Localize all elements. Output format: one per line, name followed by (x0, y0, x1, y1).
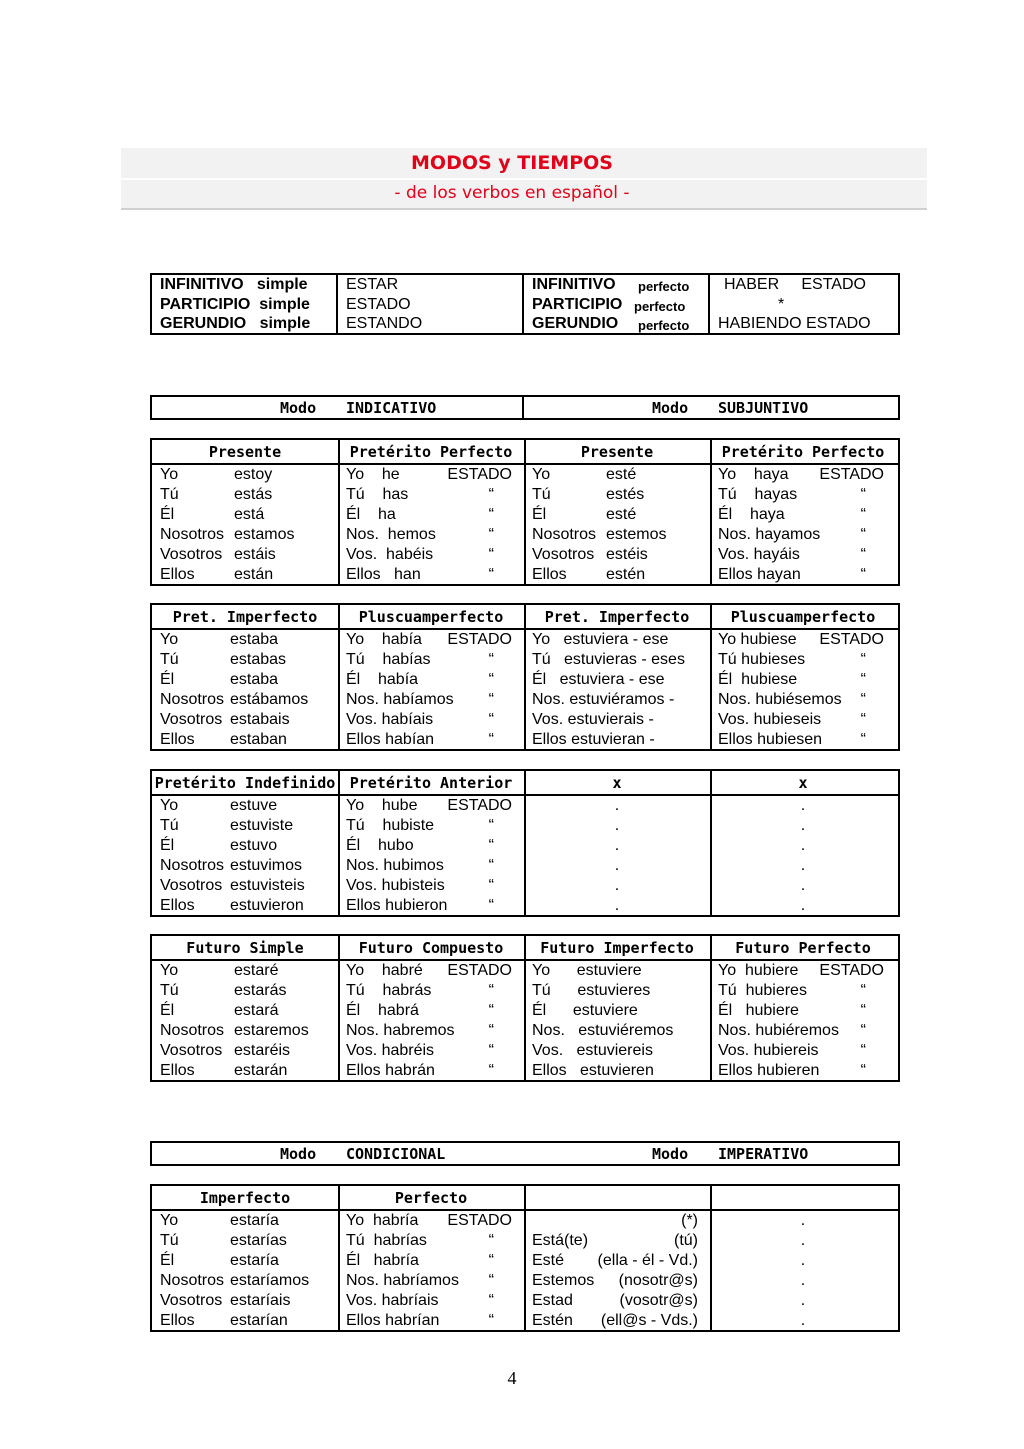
conjugation-form: “ (860, 566, 866, 583)
perf-label-gerundio: GERUNDIO (532, 315, 619, 332)
conjugation-form: “ (860, 486, 866, 503)
conjugation-pronoun: Ellos (160, 1312, 195, 1329)
conjugation-pronoun: Yo (160, 1212, 179, 1229)
conjugation-form: “ (488, 857, 494, 874)
conjugation-form: “ (488, 546, 494, 563)
mode-word-right: Modo (652, 399, 689, 417)
conjugation-pronoun: Ellos hubieren (718, 1062, 820, 1079)
conjugation-pronoun: Él habría (346, 1252, 419, 1269)
conjugation-pronoun: Vosotros (160, 877, 223, 894)
conjugation-form: “ (860, 526, 866, 543)
conjugation-pronoun: Ellos habrán (346, 1062, 435, 1079)
conjugation-pronoun: Vosotros (160, 1292, 223, 1309)
conjugation-form: estaréis (234, 1042, 291, 1059)
conjugation-pronoun: Yo hubiere (718, 962, 799, 979)
conjugation-form: estén (606, 566, 646, 583)
conjugation-pronoun: Vosotros (532, 546, 595, 563)
conjugation-pronoun: Vos. estuvierais - (532, 711, 654, 728)
conjugation-pronoun: . (800, 1252, 806, 1269)
conjugation-form: estarán (234, 1062, 288, 1079)
conjugation-pronoun: Nosotros (160, 1022, 225, 1039)
conjugation-form: “ (488, 711, 494, 728)
tense-header: Pretérito Indefinido (154, 774, 336, 792)
tense-header: Pretérito Anterior (349, 774, 513, 792)
conjugation-form: esté (606, 506, 637, 523)
conjugation-form: estábamos (230, 691, 309, 708)
conjugation-pronoun: Él hubo (346, 837, 414, 854)
tense-header: Pretérito Perfecto (721, 443, 885, 461)
conjugation-form: “ (860, 1022, 866, 1039)
conjugation-pronoun: Nosotros (532, 526, 597, 543)
tense-table-1 (150, 438, 900, 586)
tense-table-5 (150, 1184, 900, 1332)
conjugation-form: (*) (681, 1212, 698, 1229)
conjugation-pronoun: Ellos habían (346, 731, 435, 748)
form-value-participio: ESTADO (346, 296, 411, 313)
form-label-infinitivo: INFINITIVO simple (160, 276, 308, 293)
conjugation-pronoun: Vos. estuviereis (532, 1042, 653, 1059)
perf-value-gerundio: HABIENDO ESTADO (718, 315, 871, 332)
conjugation-form: “ (488, 877, 494, 894)
conjugation-form: esté (606, 466, 637, 483)
conjugation-form: ESTADO (447, 962, 512, 979)
conjugation-form: estéis (606, 546, 648, 563)
conjugation-form: “ (488, 982, 494, 999)
conjugation-form: “ (488, 1312, 494, 1329)
conjugation-pronoun: Yo hube (346, 797, 418, 814)
conjugation-pronoun: Yo hubiese (718, 631, 797, 648)
conjugation-pronoun: Él estuviera - ese (532, 671, 665, 688)
conjugation-form: “ (488, 486, 494, 503)
conjugation-pronoun: Yo haya (718, 466, 789, 483)
tense-header: Presente (580, 443, 654, 461)
page-subtitle: - de los verbos en español - (394, 183, 630, 203)
conjugation-form: estuvo (230, 837, 278, 854)
conjugation-pronoun: Él hubiere (718, 1002, 799, 1019)
conjugation-pronoun: Tú (160, 1232, 179, 1249)
conjugation-form: “ (860, 982, 866, 999)
perf-label-infinitivo: INFINITIVO (532, 276, 616, 293)
perf-sub-participio: perfecto (634, 299, 686, 314)
conjugation-form: estés (606, 486, 645, 503)
conjugation-pronoun: Estad (532, 1292, 573, 1309)
conjugation-pronoun: Ellos estuvieren (532, 1062, 654, 1079)
conjugation-form: “ (488, 897, 494, 914)
conjugation-form: “ (488, 691, 494, 708)
conjugation-form: “ (860, 1002, 866, 1019)
conjugation-pronoun: Vos. hubiereis (718, 1042, 819, 1059)
conjugation-pronoun: Estén (532, 1312, 573, 1329)
conjugation-pronoun: Ellos habrían (346, 1312, 440, 1329)
conjugation-pronoun: Él haya (718, 506, 785, 523)
conjugation-pronoun: Ellos estuvieran - (532, 731, 655, 748)
tense-header: Futuro Compuesto (358, 939, 504, 957)
conjugation-form: (vosotr@s) (619, 1292, 698, 1309)
conjugation-form: “ (488, 526, 494, 543)
mode-name-indicativo: INDICATIVO (346, 399, 437, 417)
conjugation-form: “ (860, 711, 866, 728)
conjugation-form: estamos (234, 526, 295, 543)
conjugation-form: ESTADO (447, 631, 512, 648)
conjugation-pronoun: . (614, 817, 620, 834)
conjugation-pronoun: Vos. habréis (346, 1042, 435, 1059)
conjugation-form: “ (488, 1062, 494, 1079)
tense-table-3 (150, 769, 900, 917)
conjugation-pronoun: Tú estuvieras - eses (532, 651, 685, 668)
conjugation-form: “ (860, 1062, 866, 1079)
conjugation-pronoun: Tú habías (346, 651, 431, 668)
conjugation-pronoun: Yo (160, 466, 179, 483)
conjugation-pronoun: Él (532, 506, 547, 523)
conjugation-pronoun: . (614, 897, 620, 914)
tense-table-4 (150, 934, 900, 1082)
conjugation-form: estaría (230, 1212, 279, 1229)
conjugation-pronoun: Tú (160, 486, 179, 503)
conjugation-pronoun: . (800, 1212, 806, 1229)
conjugation-form: “ (488, 1292, 494, 1309)
conjugation-pronoun: Ellos (160, 1062, 195, 1079)
conjugation-pronoun: Nos. hayamos (718, 526, 821, 543)
conjugation-form: estabais (230, 711, 290, 728)
tense-header: Pretérito Perfecto (349, 443, 513, 461)
conjugation-pronoun: . (614, 797, 620, 814)
conjugation-pronoun: Yo había (346, 631, 422, 648)
conjugation-form: “ (488, 566, 494, 583)
tense-header: Imperfecto (199, 1189, 291, 1207)
conjugation-form: estará (234, 1002, 279, 1019)
conjugation-form: “ (488, 837, 494, 854)
conjugation-pronoun: Tú (160, 651, 179, 668)
conjugation-form: ESTADO (819, 466, 884, 483)
conjugation-pronoun: . (800, 1232, 806, 1249)
tense-header: Pluscuamperfecto (730, 608, 876, 626)
perf-label-participio: PARTICIPIO (532, 296, 623, 313)
conjugation-form: estuvisteis (230, 877, 305, 894)
conjugation-form: está (234, 506, 265, 523)
conjugation-pronoun: Yo habré (346, 962, 423, 979)
tense-header: Perfecto (394, 1189, 468, 1207)
conjugation-pronoun: . (800, 1312, 806, 1329)
conjugation-pronoun: Tú hayas (718, 486, 798, 503)
conjugation-pronoun: Tú habrás (346, 982, 432, 999)
conjugation-pronoun: . (800, 817, 806, 834)
form-label-gerundio: GERUNDIO simple (160, 315, 311, 332)
conjugation-form: estuviste (230, 817, 294, 834)
mode-name-imperativo: IMPERATIVO (718, 1145, 809, 1163)
conjugation-form: estaba (230, 671, 279, 688)
conjugation-form: “ (488, 1022, 494, 1039)
conjugation-pronoun: Tú hubieses (718, 651, 806, 668)
conjugation-form: ESTADO (819, 631, 884, 648)
tense-header: Futuro Imperfecto (540, 939, 694, 957)
form-label-participio: PARTICIPIO simple (160, 296, 310, 313)
conjugation-pronoun: Tú (532, 486, 551, 503)
conjugation-form: estemos (606, 526, 667, 543)
conjugation-form: “ (488, 817, 494, 834)
conjugation-form: estuvimos (230, 857, 303, 874)
tense-table-2 (150, 603, 900, 751)
conjugation-form: “ (860, 1042, 866, 1059)
verb-forms-table (150, 273, 900, 335)
conjugation-form: (tú) (674, 1232, 698, 1249)
mode-bar-indicativo-subjuntivo (150, 395, 900, 420)
conjugation-pronoun: Yo estuviera - ese (532, 631, 669, 648)
conjugation-pronoun: Tú (160, 982, 179, 999)
conjugation-form: estarían (230, 1312, 288, 1329)
conjugation-form: estuvieron (230, 897, 304, 914)
conjugation-form: estás (234, 486, 273, 503)
conjugation-form: “ (488, 1042, 494, 1059)
conjugation-form: estaría (230, 1252, 279, 1269)
mode-name-condicional: CONDICIONAL (346, 1145, 446, 1163)
perf-value-infinitivo: HABER ESTADO (724, 276, 866, 293)
conjugation-pronoun: Ellos (532, 566, 567, 583)
conjugation-form: (ella - él - Vd.) (597, 1252, 698, 1269)
conjugation-pronoun: Nos. estuviéremos (532, 1022, 674, 1039)
conjugation-pronoun: Nos. hubiéremos (718, 1022, 839, 1039)
conjugation-pronoun: Nos. estuviéramos - (532, 691, 675, 708)
conjugation-pronoun: Tú (160, 817, 179, 834)
conjugation-pronoun: Yo (160, 631, 179, 648)
conjugation-pronoun: Tú estuvieres (532, 982, 651, 999)
conjugation-form: ESTADO (447, 797, 512, 814)
conjugation-pronoun: Vosotros (160, 546, 223, 563)
conjugation-form: estabas (230, 651, 287, 668)
conjugation-form: estaríais (230, 1292, 291, 1309)
conjugation-pronoun: Yo habría (346, 1212, 419, 1229)
conjugation-pronoun: Estemos (532, 1272, 595, 1289)
conjugation-form: estarás (234, 982, 287, 999)
mode-word-right-2: Modo (652, 1145, 689, 1163)
conjugation-form: estuve (230, 797, 278, 814)
conjugation-form: “ (488, 1232, 494, 1249)
tense-header: Pret. Imperfecto (172, 608, 318, 626)
conjugation-form: estáis (234, 546, 276, 563)
conjugation-form: ESTADO (447, 1212, 512, 1229)
perf-sub-infinitivo: perfecto (638, 279, 690, 294)
conjugation-pronoun: Él hubiese (718, 671, 798, 688)
conjugation-form: “ (860, 506, 866, 523)
conjugation-pronoun: . (800, 797, 806, 814)
conjugation-pronoun: Ellos han (346, 566, 421, 583)
conjugation-form: “ (860, 731, 866, 748)
conjugation-pronoun: Esté (532, 1252, 565, 1269)
conjugation-pronoun: Tú habrías (346, 1232, 427, 1249)
conjugation-pronoun: Nos. habríamos (346, 1272, 459, 1289)
conjugation-form: estarías (230, 1232, 287, 1249)
conjugation-form: “ (488, 731, 494, 748)
conjugation-form: (ell@s - Vds.) (600, 1312, 698, 1329)
conjugation-pronoun: Nosotros (160, 691, 225, 708)
mode-name-subjuntivo: SUBJUNTIVO (718, 399, 809, 417)
conjugation-pronoun: Tú has (346, 486, 409, 503)
conjugation-form: estaban (230, 731, 287, 748)
tense-header: x (798, 774, 808, 792)
conjugation-form: “ (860, 671, 866, 688)
mode-bar-condicional-imperativo (150, 1141, 900, 1166)
mode-word-left: Modo (280, 399, 317, 417)
tense-header: Futuro Simple (186, 939, 304, 957)
conjugation-pronoun: Yo he (346, 466, 400, 483)
conjugation-pronoun: Vosotros (160, 711, 223, 728)
conjugation-pronoun: Él habrá (346, 1002, 419, 1019)
conjugation-pronoun: Vos. hubieseis (718, 711, 822, 728)
conjugation-pronoun: Vos. habíais (346, 711, 434, 728)
conjugation-pronoun: Yo estuviere (532, 962, 642, 979)
conjugation-pronoun: Él (160, 506, 175, 523)
page-number: 4 (507, 1368, 517, 1388)
form-value-gerundio: ESTANDO (346, 315, 423, 332)
tense-header: Futuro Perfecto (735, 939, 871, 957)
conjugation-form: “ (488, 671, 494, 688)
conjugation-pronoun: . (800, 837, 806, 854)
conjugation-form: ESTADO (819, 962, 884, 979)
conjugation-pronoun: Está(te) (532, 1232, 589, 1249)
conjugation-pronoun: Nosotros (160, 1272, 225, 1289)
conjugation-pronoun: Nos. habíamos (346, 691, 454, 708)
conjugation-pronoun: Ellos hubiesen (718, 731, 823, 748)
conjugation-form: estaba (230, 631, 279, 648)
conjugation-pronoun: Nosotros (160, 526, 225, 543)
conjugation-pronoun: Nos. hubimos (346, 857, 444, 874)
conjugation-pronoun: Él (160, 837, 175, 854)
conjugation-form: “ (488, 651, 494, 668)
conjugation-pronoun: Tú hubiste (346, 817, 435, 834)
conjugation-form: ESTADO (447, 466, 512, 483)
conjugation-pronoun: Nos. habremos (346, 1022, 455, 1039)
conjugation-form: “ (488, 506, 494, 523)
conjugation-form: (nosotr@s) (618, 1272, 698, 1289)
conjugation-pronoun: Ellos (160, 897, 195, 914)
conjugation-pronoun: Tú hubieres (718, 982, 807, 999)
conjugation-pronoun: Ellos (160, 731, 195, 748)
conjugation-pronoun: Vos. habéis (346, 546, 434, 563)
form-value-infinitivo: ESTAR (346, 276, 399, 293)
conjugation-pronoun: Vosotros (160, 1042, 223, 1059)
conjugation-form: “ (488, 1002, 494, 1019)
tense-header: x (612, 774, 622, 792)
conjugation-pronoun: Ellos hubieron (346, 897, 448, 914)
conjugation-pronoun: . (614, 837, 620, 854)
conjugation-form: “ (488, 1252, 494, 1269)
conjugation-pronoun: Vos. hubisteis (346, 877, 445, 894)
conjugation-form: estaríamos (230, 1272, 310, 1289)
conjugation-pronoun: Ellos (160, 566, 195, 583)
page-title: MODOS y TIEMPOS (411, 152, 613, 174)
conjugation-pronoun: Vos. hayáis (718, 546, 800, 563)
conjugation-pronoun: Vos. habríais (346, 1292, 439, 1309)
conjugation-pronoun: Yo (160, 962, 179, 979)
tense-header: Presente (208, 443, 282, 461)
conjugation-pronoun: Nos. hemos (346, 526, 436, 543)
perf-value-participio: * (778, 296, 785, 313)
conjugation-pronoun: . (800, 857, 806, 874)
conjugation-pronoun: Ellos hayan (718, 566, 801, 583)
conjugation-form: “ (860, 691, 866, 708)
conjugation-form: estoy (234, 466, 273, 483)
conjugation-form: están (234, 566, 274, 583)
conjugation-pronoun: Él (160, 1252, 175, 1269)
conjugation-form: estaremos (234, 1022, 309, 1039)
conjugation-pronoun: Él (160, 671, 175, 688)
conjugation-pronoun: Él (160, 1002, 175, 1019)
conjugation-form: estaré (234, 962, 279, 979)
conjugation-pronoun: Él había (346, 671, 419, 688)
conjugation-pronoun: Nosotros (160, 857, 225, 874)
conjugation-pronoun: Él estuviere (532, 1002, 638, 1019)
conjugation-pronoun: . (800, 1272, 806, 1289)
conjugation-form: “ (860, 651, 866, 668)
tense-header: Pluscuamperfecto (358, 608, 504, 626)
conjugation-pronoun: Él ha (346, 506, 396, 523)
conjugation-form: “ (860, 546, 866, 563)
mode-word-left-2: Modo (280, 1145, 317, 1163)
perf-sub-gerundio: perfecto (638, 318, 690, 333)
conjugation-pronoun: Yo (532, 466, 551, 483)
conjugation-pronoun: . (614, 877, 620, 894)
conjugation-pronoun: Nos. hubiésemos (718, 691, 842, 708)
conjugation-form: “ (488, 1272, 494, 1289)
conjugation-pronoun: . (800, 1292, 806, 1309)
conjugation-pronoun: . (614, 857, 620, 874)
conjugation-pronoun: . (800, 877, 806, 894)
conjugation-pronoun: . (800, 897, 806, 914)
conjugation-pronoun: Yo (160, 797, 179, 814)
tense-header: Pret. Imperfecto (544, 608, 690, 626)
